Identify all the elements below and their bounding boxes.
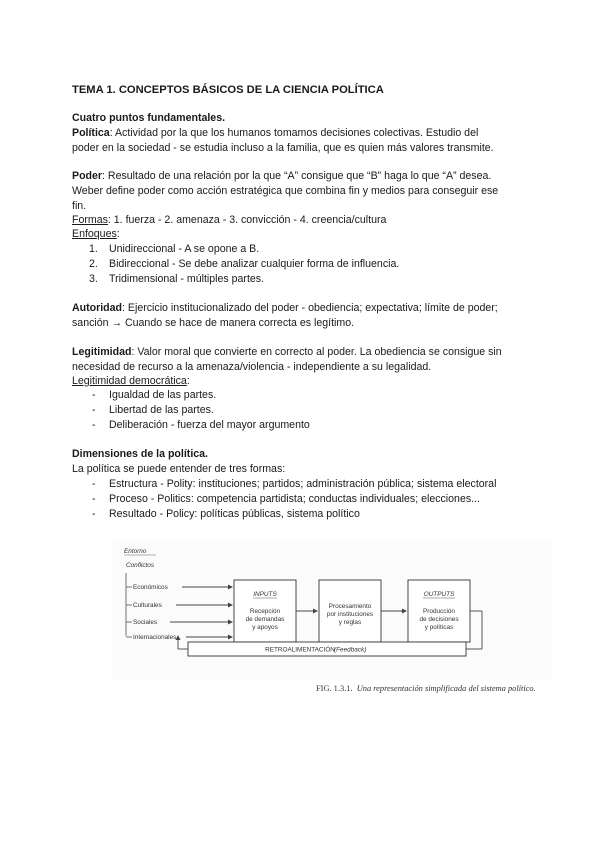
input-label-internacionales: Internacionales	[133, 634, 177, 641]
legitimidad-paragraph-line2: necesidad de recurso a la amenaza/violencia - independiente a su legalidad.	[72, 361, 432, 373]
enfoque-number: 1.	[89, 243, 98, 255]
processing-box-line: Procesamiento	[328, 603, 372, 610]
legitimidad-democratica-line	[72, 374, 190, 389]
autoridad-paragraph-line1	[72, 301, 498, 316]
formas-label: Formas	[72, 214, 108, 226]
enfoque-item: Unidireccional - A se opone a B.	[109, 243, 260, 255]
poder-paragraph-line3: fin.	[72, 200, 87, 212]
formas-line	[72, 213, 386, 228]
enfoques-label: Enfoques	[72, 228, 117, 240]
dimension-item: Proceso - Politics: competencia partidista; conductas individuales; elecciones...	[109, 493, 480, 505]
document-title: TEMA 1. CONCEPTOS BÁSICOS DE LA CIENCIA POLÍTICA	[72, 84, 384, 96]
poder-term: Poder	[72, 170, 103, 182]
input-label-economicos: Económicos	[133, 584, 168, 591]
bullet-dash: -	[92, 404, 96, 416]
legitimidad-paragraph-line1	[72, 345, 502, 360]
enfoque-item: Bidireccional - Se debe analizar cualquier forma de influencia.	[109, 258, 400, 270]
inputs-box-line: Recepción	[249, 608, 281, 615]
dimensiones-intro: La política se puede entender de tres formas:	[72, 463, 286, 475]
autoridad-definition: : Ejercicio institucionalizado del poder - obediencia; expectativa; límite de poder;	[122, 302, 498, 314]
legitimidad-democratica-label: Legitimidad democrática	[72, 375, 187, 387]
input-label-culturales: Culturales	[133, 602, 162, 609]
bullet-dash: -	[92, 389, 96, 401]
dimension-item: Resultado - Policy: políticas públicas, sistema político	[109, 508, 360, 520]
legitimidad-item: Deliberación - fuerza del mayor argumento	[109, 419, 310, 431]
politica-paragraph-line1	[72, 126, 478, 141]
legitimidad-item: Libertad de las partes.	[109, 404, 214, 416]
outputs-box-line: Producción	[423, 608, 455, 615]
input-label-sociales: Sociales	[133, 619, 158, 626]
legitimidad-democratica-colon: :	[186, 375, 190, 387]
poder-definition: : Resultado de una relación por la que “A” consigue que “B” haga lo que “A” desea.	[102, 170, 492, 182]
politica-definition: : Actividad por la que los humanos tomamos decisiones colectivas. Estudio del	[109, 127, 479, 139]
feedback-paren: (Feedback)	[334, 646, 367, 654]
enfoques-colon: :	[116, 228, 120, 240]
feedback-label: RETROALIMENTACIÓN	[265, 646, 335, 654]
formas-text: : 1. fuerza - 2. amenaza - 3. convicción - 4. creencia/cultura	[107, 214, 387, 226]
outputs-box-title: OUTPUTS	[423, 591, 455, 598]
section-heading-dimensiones: Dimensiones de la política.	[72, 448, 208, 460]
figure-caption	[316, 684, 536, 693]
entorno-label: Entorno	[124, 548, 147, 555]
figure-caption-number: FIG. 1.3.1.	[316, 684, 353, 693]
processing-box-line: por instituciones	[326, 611, 374, 618]
bullet-dash: -	[92, 478, 96, 490]
outputs-box-line: de decisiones	[419, 616, 459, 623]
inputs-box-title: INPUTS	[253, 591, 277, 598]
bullet-dash: -	[92, 493, 96, 505]
politica-term: Política	[72, 127, 110, 139]
conflictos-label: Conflictos	[126, 562, 155, 569]
enfoques-line	[72, 227, 120, 242]
inputs-box-line: y apoyos	[252, 624, 278, 631]
processing-box-line: y reglas	[338, 619, 362, 626]
outputs-box-line: y políticas	[424, 624, 454, 631]
bullet-dash: -	[92, 508, 96, 520]
political-system-diagram	[112, 540, 552, 680]
legitimidad-definition: : Valor moral que convierte en correcto al poder. La obediencia se consigue sin	[131, 346, 502, 358]
legitimidad-item: Igualdad de las partes.	[109, 389, 217, 401]
dimension-item: Estructura - Polity: instituciones; partidos; administración pública; sistema electoral	[109, 478, 497, 490]
section-heading-puntos: Cuatro puntos fundamentales.	[72, 112, 226, 124]
enfoque-item: Tridimensional - múltiples partes.	[109, 273, 265, 285]
bullet-dash: -	[92, 419, 96, 431]
figure-caption-text: Una representación simplificada del sistema político.	[356, 684, 536, 693]
enfoque-number: 2.	[89, 258, 98, 270]
inputs-box-line: de demandas	[245, 616, 285, 623]
autoridad-term: Autoridad	[72, 302, 123, 314]
poder-paragraph-line2: Weber define poder como acción estratégica que combina fin y medios para conseguir ese	[72, 185, 499, 197]
politica-paragraph-line2: poder en la sociedad - se estudia incluso a la familia, que es quien más valores transmite.	[72, 142, 494, 154]
poder-paragraph-line1	[72, 169, 491, 184]
legitimidad-term: Legitimidad	[72, 346, 132, 358]
autoridad-paragraph-line2: sanción → Cuando se hace de manera correcta es legítimo.	[72, 317, 355, 329]
enfoque-number: 3.	[89, 273, 98, 285]
